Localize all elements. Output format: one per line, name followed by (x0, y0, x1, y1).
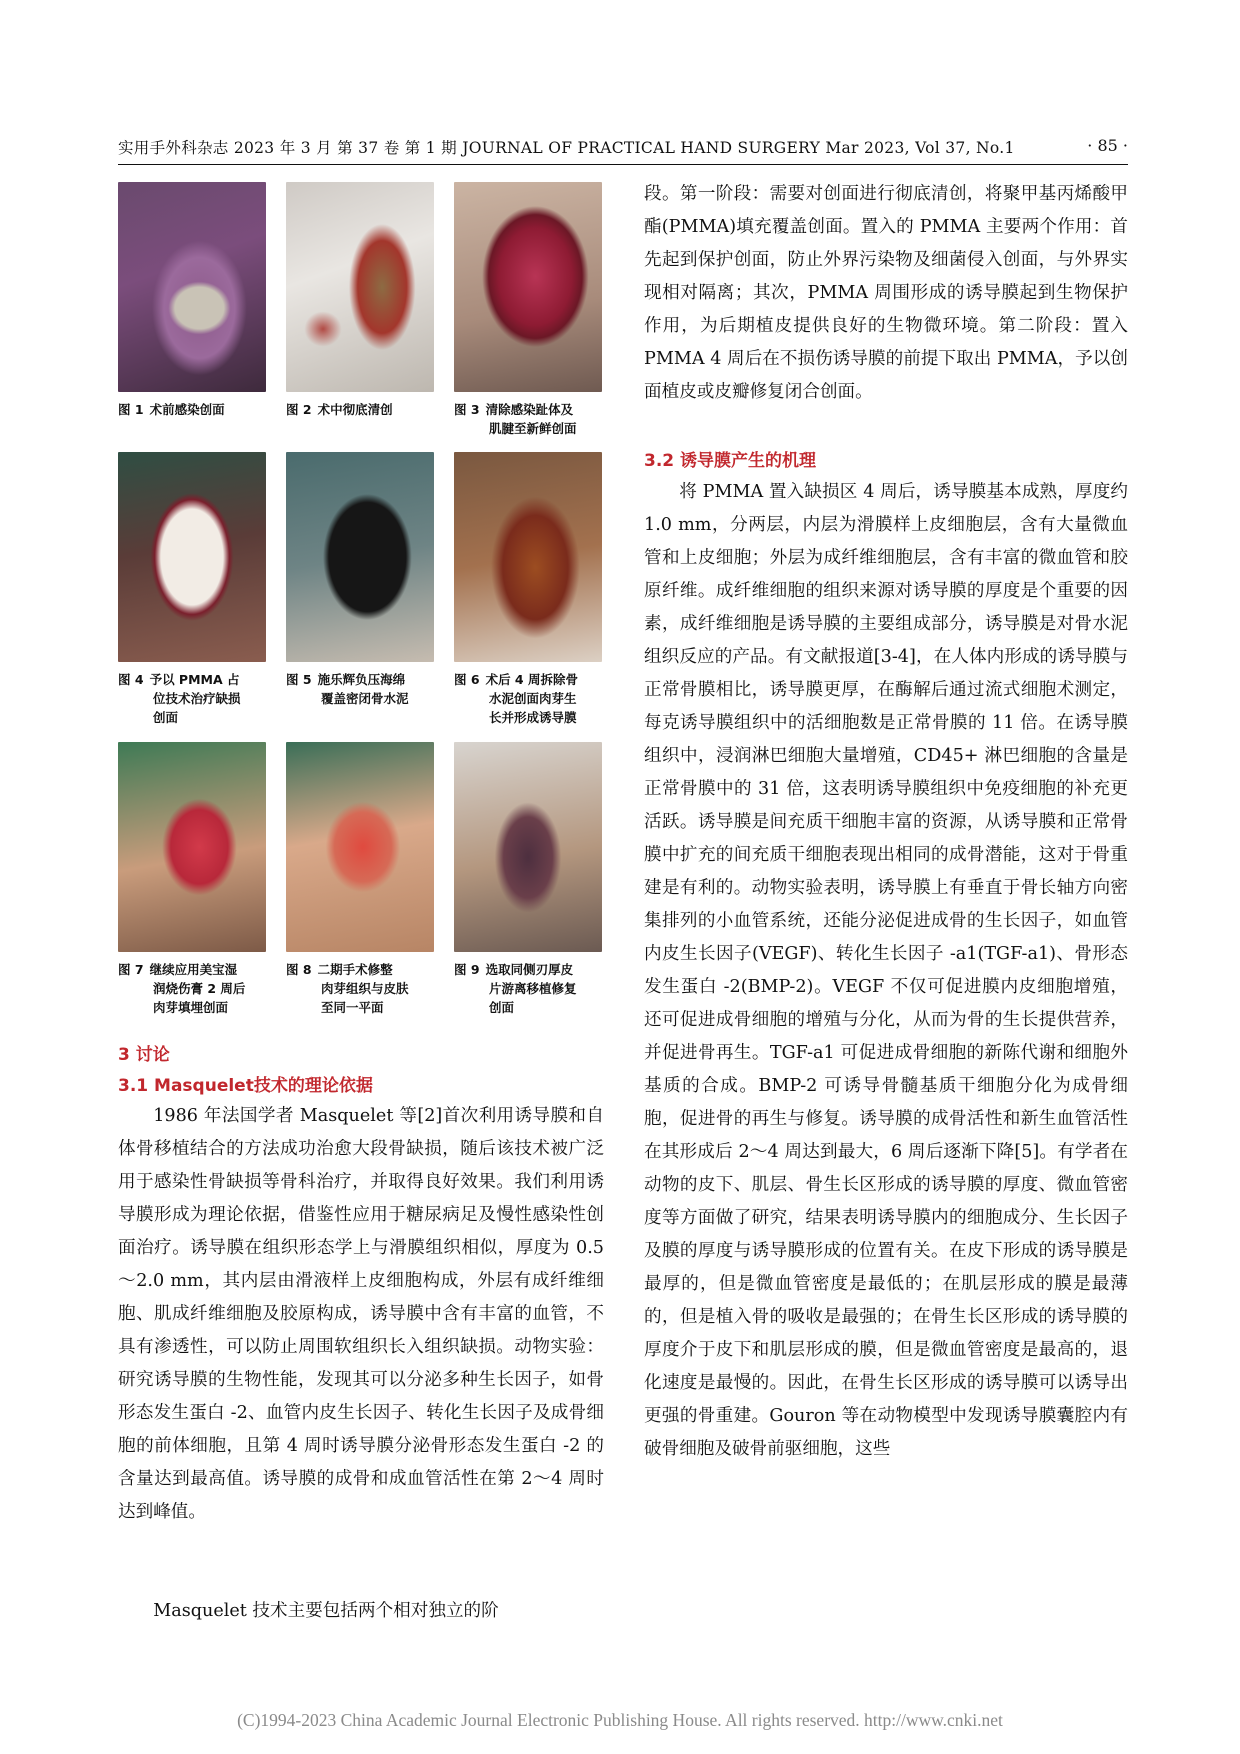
figure-2-caption: 图 2 术中彻底清创 (286, 402, 393, 417)
figure-1 (118, 182, 266, 419)
figure-5 (286, 452, 434, 708)
figure-4-photo (118, 452, 266, 662)
section-heading-3: 3 讨论 (118, 1045, 170, 1065)
figure-6 (454, 452, 602, 727)
page-number: · 85 · (1087, 136, 1128, 155)
copyright-footer: (C)1994-2023 China Academic Journal Electronic Publishing House. All rights reserved. http://www.cnki.net (237, 1710, 1003, 1730)
figure-1-caption: 图 1 术前感染创面 (118, 402, 225, 417)
figure-2 (286, 182, 434, 419)
figure-9-caption: 图 9 选取同侧刃厚皮 片游离移植修复 创面 (454, 962, 577, 1015)
running-header (118, 136, 1128, 162)
figure-9-photo (454, 742, 602, 952)
section-heading-3-1: 3.1 Masquelet技术的理论依据 (118, 1076, 373, 1096)
figure-6-photo (454, 452, 602, 662)
journal-header: 实用手外科杂志 2023 年 3 月 第 37 卷 第 1 期 JOURNAL OF PRACTICAL HAND SURGERY Mar 2023, Vol 37, No.1 (118, 139, 1015, 157)
right-paragraph-1: 段。第一阶段：需要对创面进行彻底清创，将聚甲基丙烯酸甲酯(PMMA)填充覆盖创面。置入的 PMMA 主要两个作用：首先起到保护创面，防止外界污染物及细菌侵入创面，与外界实现相对隔离；其次，PMMA 周围形成的诱导膜起到生物保护作用，为后期植皮提供良好的生物微环境。第二阶段：置入 PMMA 4 周后在不损伤诱导膜的前提下取出 PMMA，予以创面植皮或皮瓣修复闭合创面。 (644, 184, 1128, 402)
figure-3-caption: 图 3 清除感染趾体及 肌腱至新鲜创面 (454, 402, 577, 436)
header-rule (118, 164, 1128, 165)
figure-7-caption: 图 7 继续应用美宝湿 润烧伤膏 2 周后 肉芽填埋创面 (118, 962, 246, 1015)
right-paragraph-2: 将 PMMA 置入缺损区 4 周后，诱导膜基本成熟，厚度约 1.0 mm，分两层，内层为滑膜样上皮细胞层，含有大量微血管和上皮细胞；外层为成纤维细胞层，含有丰富的微血管和胶原纤维。成纤维细胞的组织来源对诱导膜的厚度是个重要的因素，成纤维细胞是诱导膜的主要组成部分，诱导膜是对骨水泥组织反应的产品。有文献报道[3-4]，在人体内形成的诱导膜与正常骨膜相比，诱导膜更厚，在酶解后通过流式细胞术测定，每克诱导膜组织中的活细胞数是正常骨膜的 11 倍。在诱导膜组织中，浸润淋巴细胞大量增殖，CD45+ 淋巴细胞的含量是正常骨膜中的 31 倍，这表明诱导膜组织中免疫细胞的补充更活跃。诱导膜是间充质干细胞丰富的资源，从诱导膜和正常骨膜中扩充的间充质干细胞表现出相同的成骨潜能，这对于骨重建是有利的。动物实验表明，诱导膜上有垂直于骨长轴方向密集排列的小血管系统，还能分泌促进成骨的生长因子，如血管内皮生长因子(VEGF)、转化生长因子 -a1(TGF-a1)、骨形态发生蛋白 -2(BMP-2)。VEGF 不仅可促进膜内皮细胞增殖，还可促进成骨细胞的增殖与分化，从而为骨的生长提供营养，并促进骨再生。TGF-a1 可促进成骨细胞的新陈代谢和细胞外基质的合成。BMP-2 可诱导骨髓基质干细胞分化为成骨细胞，促进骨的再生与修复。诱导膜的成骨活性和新生血管活性在其形成后 2～4 周达到最大，6 周后逐渐下降[5]。有学者在动物的皮下、肌层、骨生长区形成的诱导膜的厚度、微血管密度等方面做了研究，结果表明诱导膜内的细胞成分、生长因子及膜的厚度与诱导膜形成的位置有关。在皮下形成的诱导膜是最厚的，但是微血管密度是最低的；在肌层形成的膜是最薄的，但是植入骨的吸收是最强的；在骨生长区形成的诱导膜的厚度介于皮下和肌层形成的膜，但是微血管密度是最高的，退化速度是最慢的。因此，在骨生长区形成的诱导膜可以诱导出更强的骨重建。Gouron 等在动物模型中发现诱导膜囊腔内有破骨细胞及破骨前驱细胞，这些 (644, 482, 1128, 1459)
figure-5-photo (286, 452, 434, 662)
figure-7 (118, 742, 266, 1017)
figure-4-caption: 图 4 予以 PMMA 占 位技术治疗缺损 创面 (118, 672, 241, 725)
figure-1-photo (118, 182, 266, 392)
figure-8-photo (286, 742, 434, 952)
section-heading-3-2: 3.2 诱导膜产生的机理 (644, 451, 817, 471)
figure-3-photo (454, 182, 602, 392)
figure-9 (454, 742, 602, 1017)
figure-8 (286, 742, 434, 1017)
figure-8-caption: 图 8 二期手术修整 肉芽组织与皮肤 至同一平面 (286, 962, 409, 1015)
figure-7-photo (118, 742, 266, 952)
figure-6-caption: 图 6 术后 4 周拆除骨 水泥创面肉芽生 长并形成诱导膜 (454, 672, 578, 725)
figure-2-photo (286, 182, 434, 392)
figure-4 (118, 452, 266, 727)
figure-3 (454, 182, 602, 438)
figure-grid (118, 182, 604, 1014)
left-paragraph-2: Masquelet 技术主要包括两个相对独立的阶 (153, 1601, 499, 1621)
left-paragraph-1: 1986 年法国学者 Masquelet 等[2]首次利用诱导膜和自体骨移植结合的方法成功治愈大段骨缺损，随后该技术被广泛用于感染性骨缺损等骨科治疗，并取得良好效果。我们利用诱导膜形成为理论依据，借鉴性应用于糖尿病足及慢性感染性创面治疗。诱导膜在组织形态学上与滑膜组织相似，厚度为 0.5～2.0 mm，其内层由滑液样上皮细胞构成，外层有成纤维细胞、肌成纤维细胞及胶原构成，诱导膜中含有丰富的血管，不具有渗透性，可以防止周围软组织长入组织缺损。动物实验：研究诱导膜的生物性能，发现其可以分泌多种生长因子，如骨形态发生蛋白 -2、血管内皮生长因子、转化生长因子及成骨细胞的前体细胞，且第 4 周时诱导膜分泌骨形态发生蛋白 -2 的含量达到最高值。诱导膜的成骨和成血管活性在第 2～4 周时达到峰值。 (118, 1106, 604, 1522)
figure-5-caption: 图 5 施乐辉负压海绵 覆盖密闭骨水泥 (286, 672, 409, 706)
